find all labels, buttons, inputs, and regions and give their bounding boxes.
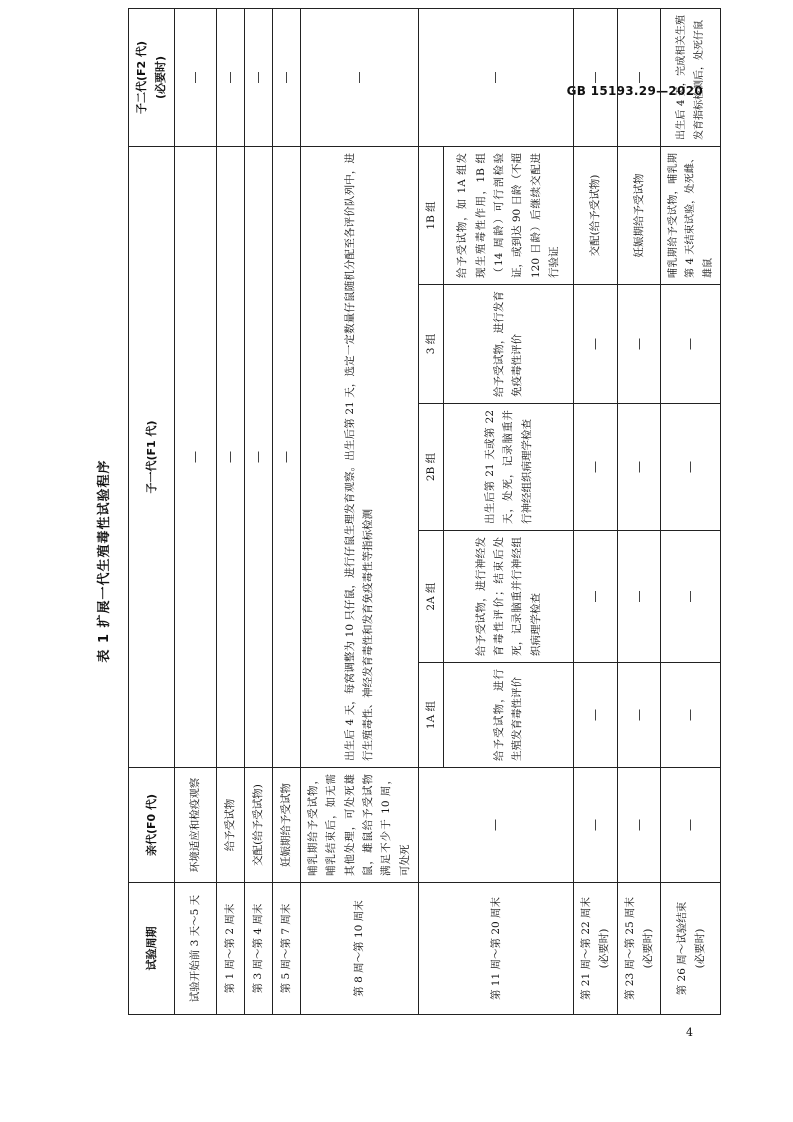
cell-group-1b: 哺乳期给予受试物，哺乳期第 4 天结束试验，处死雌、雄鼠	[661, 146, 721, 284]
cell-f2: —	[244, 8, 272, 146]
cell-period-line2: (必要时)	[598, 928, 611, 969]
cell-period: 第 3 周～第 4 周末	[244, 883, 272, 1015]
page-number: 4	[686, 1026, 693, 1039]
cell-group-1b: 给予受试物，如 1A 组发现生殖毒性作用，1B 组（14 周龄）可行剖检验证，或到达 90 日龄（不超 120 日龄）后继续交配进行验证	[443, 146, 573, 284]
col-header-f2	[129, 8, 175, 146]
cell-f0: 给予受试物	[216, 768, 244, 883]
cell-group-1a: —	[661, 663, 721, 768]
cell-period-line1: 第 23 周～第 25 周末	[623, 896, 636, 1001]
cell-f0: —	[418, 768, 573, 883]
table-row	[661, 8, 721, 1014]
cell-period-line1: 第 21 周～第 22 周末	[579, 896, 592, 1001]
cell-f2: —	[216, 8, 244, 146]
subgroup-2b-label: 2B 组	[418, 404, 443, 531]
cell-period: 第 1 周～第 2 周末	[216, 883, 244, 1015]
cell-f0: 妊娠期给予受试物	[272, 768, 300, 883]
table-row	[272, 8, 300, 1014]
cell-f2: —	[174, 8, 216, 146]
cell-period-line2: (必要时)	[693, 928, 706, 969]
cell-period: 试验开始前 3 天～5 天	[174, 883, 216, 1015]
cell-period	[661, 883, 721, 1015]
cell-f1: —	[272, 146, 300, 767]
cell-f0: —	[661, 768, 721, 883]
subgroup-3-label: 3 组	[418, 285, 443, 404]
cell-group-2a: —	[661, 531, 721, 663]
cell-f1: —	[216, 146, 244, 767]
cell-f2: —	[300, 8, 418, 146]
cell-group-2b: 出生后第 21 天或第 22 天，处死，记录脑重并行神经组织病理学检查	[443, 404, 573, 531]
standard-number-header: GB 15193.29—2020	[566, 84, 703, 98]
table-row	[573, 8, 617, 1014]
cell-f2: —	[617, 8, 661, 146]
cell-group-2b: —	[661, 404, 721, 531]
cell-f1: —	[244, 146, 272, 767]
table-row	[216, 8, 244, 1014]
table-caption: 表 1 扩展一代生殖毒性试验程序	[97, 459, 112, 663]
cell-f2: —	[272, 8, 300, 146]
cell-group-2b: —	[573, 404, 617, 531]
col-header-f2-line1: 子二代(F2 代)	[135, 40, 148, 114]
subgroup-1b-label: 1B 组	[418, 146, 443, 284]
subgroup-label-row	[418, 8, 443, 1014]
col-header-f2-line2: (必要时)	[154, 55, 168, 99]
cell-f1: —	[174, 146, 216, 767]
cell-group-2a: 给予受试物，进行神经发育毒性评价；结束后处死，记录脑重并行神经组织病理学检查	[443, 531, 573, 663]
cell-period-line1: 第 26 周～试验结束	[675, 901, 688, 996]
subgroup-2a-label: 2A 组	[418, 531, 443, 663]
cell-f2: 出生后 4 天，完成相关生殖发育指标检测后，处死仔鼠	[661, 8, 721, 146]
cell-group-1a: —	[617, 663, 661, 768]
cell-f0: 环境适应和检疫观察	[174, 768, 216, 883]
cell-f2: —	[418, 8, 573, 146]
cell-group-1a: —	[573, 663, 617, 768]
cell-f2: —	[573, 8, 617, 146]
col-header-f1: 子一代(F1 代)	[129, 146, 175, 767]
cell-period	[573, 883, 617, 1015]
cell-f0: —	[573, 768, 617, 883]
cell-f0: 哺乳期给予受试物，哺乳结束后，如无需其他处理，可处死雄鼠，雄鼠给予受试物满足不少于 10 周，可处死	[300, 768, 418, 883]
subgroup-1a-label: 1A 组	[418, 663, 443, 768]
col-header-f0: 亲代(F0 代)	[129, 768, 175, 883]
col-header-period: 试验周期	[129, 883, 175, 1015]
cell-f0: 交配(给予受试物)	[244, 768, 272, 883]
cell-group-3: —	[617, 285, 661, 404]
cell-group-3: —	[573, 285, 617, 404]
cell-f1: 出生后 4 天，每窝调整为 10 只仔鼠，进行仔鼠生理发育观察。出生后第 21 天，选定一定数量仔鼠随机分配至各评价队列中，进行生殖毒性、神经发育毒性和发育免疫毒性等指标检测	[300, 146, 418, 767]
table-row	[174, 8, 216, 1014]
table-row	[244, 8, 272, 1014]
cell-group-3: —	[661, 285, 721, 404]
table-row	[617, 8, 661, 1014]
table-header-row	[129, 8, 175, 1014]
cell-period: 第 5 周～第 7 周末	[272, 883, 300, 1015]
cell-group-2a: —	[573, 531, 617, 663]
cell-period: 第 11 周～第 20 周末	[418, 883, 573, 1015]
reproduction-test-procedure-table	[128, 8, 721, 1015]
cell-group-3: 给予受试物，进行发育免疫毒性评价	[443, 285, 573, 404]
cell-group-1b: 妊娠期给予受试物	[617, 146, 661, 284]
cell-period: 第 8 周～第 10 周末	[300, 883, 418, 1015]
cell-period-line2: (必要时)	[642, 928, 654, 969]
cell-f0: —	[617, 768, 661, 883]
cell-group-2a: —	[617, 531, 661, 663]
cell-group-1b: 交配(给予受试物)	[573, 146, 617, 284]
cell-group-2b: —	[617, 404, 661, 531]
cell-group-1a: 给予受试物，进行生殖发育毒性评价	[443, 663, 573, 768]
cell-period	[617, 883, 661, 1015]
table-row	[300, 8, 418, 1014]
